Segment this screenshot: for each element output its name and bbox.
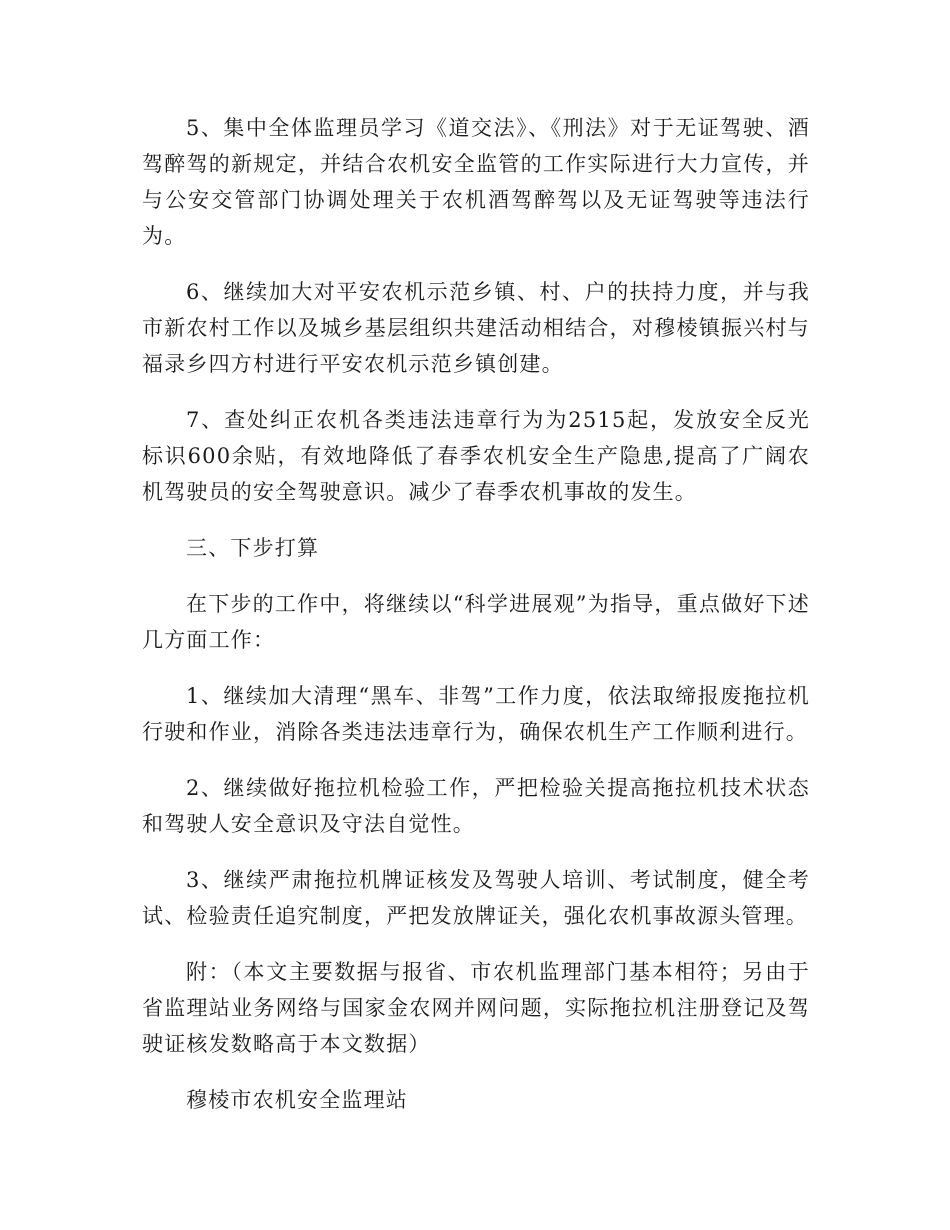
- paragraph-intro-next-steps: 在下步的工作中，将继续以“科学进展观”为指导，重点做好下述几方面工作：: [142, 592, 810, 652]
- paragraph-item-6: 6、继续加大对平安农机示范乡镇、村、户的扶持力度，并与我市新农村工作以及城乡基层组织共建活动相结合，对穆棱镇振兴村与福录乡四方村进行平安农机示范乡镇创建。: [142, 280, 810, 376]
- paragraph-plan-3: 3、继续严肃拖拉机牌证核发及驾驶人培训、考试制度，健全考试、检验责任追究制度，严把发放牌证关，强化农机事故源头管理。: [142, 868, 810, 928]
- document-body: [142, 110, 810, 1138]
- paragraph-plan-2: 2、继续做好拖拉机检验工作，严把检验关提高拖拉机技术状态和驾驶人安全意识及守法自觉性。: [142, 776, 810, 836]
- paragraph-appendix-note: 附：（本文主要数据与报省、市农机监理部门基本相符；另由于省监理站业务网络与国家金农网并网问题，实际拖拉机注册登记及驾驶证核发数略高于本文数据）: [142, 960, 810, 1056]
- paragraph-item-5: 5、集中全体监理员学习《道交法》、《刑法》对于无证驾驶、酒驾醉驾的新规定，并结合农机安全监管的工作实际进行大力宣传，并与公安交管部门协调处理关于农机酒驾醉驾以及无证驾驶等违法行为。: [142, 116, 810, 248]
- section-heading-next-steps: 三、下步打算: [186, 536, 320, 560]
- paragraph-item-7: 7、查处纠正农机各类违法违章行为为2515起，发放安全反光标识600余贴，有效地降低了春季农机安全生产隐患,提高了广阔农机驾驶员的安全驾驶意识。减少了春季农机事故的发生。: [142, 408, 810, 504]
- signature-organization: 穆棱市农机安全监理站: [186, 1088, 408, 1112]
- paragraph-plan-1: 1、继续加大清理“黑车、非驾”工作力度，依法取缔报废拖拉机行驶和作业，消除各类违法违章行为，确保农机生产工作顺利进行。: [142, 684, 810, 744]
